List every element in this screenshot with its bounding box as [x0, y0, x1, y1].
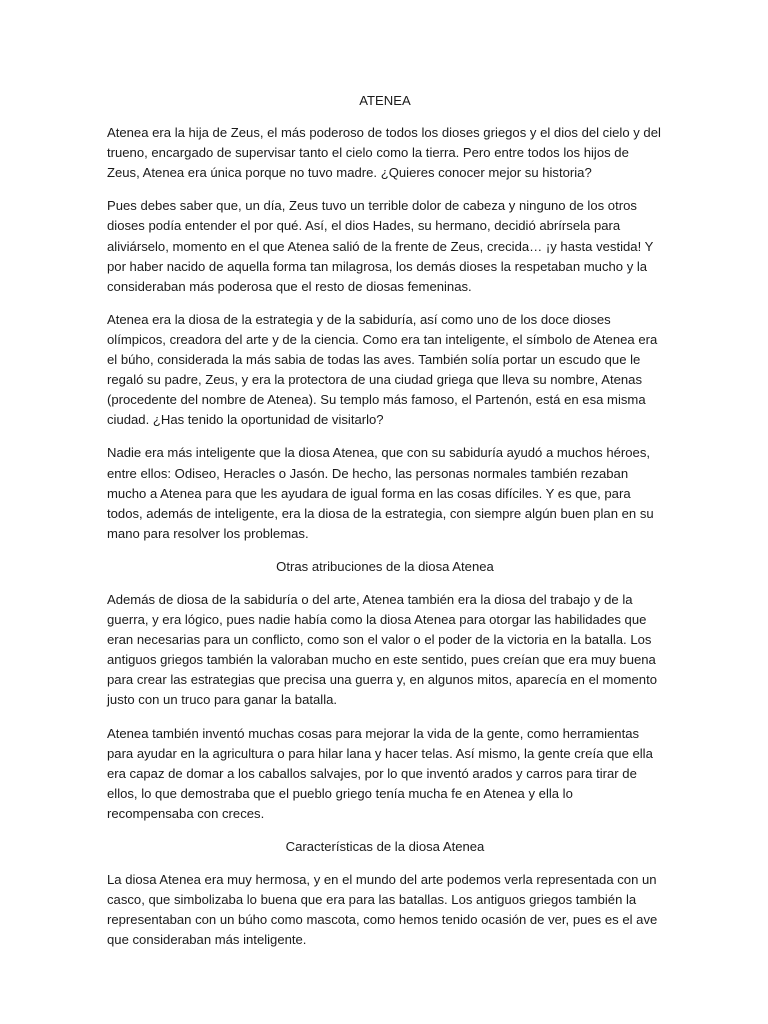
paragraph-war: Además de diosa de la sabiduría o del arte, Atenea también era la diosa del trabajo y de la guerra, y era lógico, pues nadie había como la diosa Atenea para otorgar las habilidades que eran necesarias para un conflicto, como son el valor o el poder de la victoria en la batalla. Los antiguos griegos también la valoraban mucho en este sentido, pues creían que era muy buena para crear las estrategias que precisa una guerra y, en algunos mitos, aparecía en el momento justo con un truco para ganar la batalla.: [107, 591, 658, 708]
paragraph-heroes: Nadie era más inteligente que la diosa Atenea, que con su sabiduría ayudó a muchos héroes, entre ellos: Odiseo, Heracles o Jasón. De hecho, las personas normales también rezaban mucho a Atenea para que les ayudara de igual forma en las cosas difíciles. Y es que, para todos, además de inteligente, era la diosa de la estrategia, con siempre algún buen plan en su mano para resolver los problemas.: [107, 445, 654, 541]
section-heading-characteristics: Características de la diosa Atenea: [285, 839, 485, 854]
paragraph-birth: Pues debes saber que, un día, Zeus tuvo un terrible dolor de cabeza y ninguno de los otros dioses podía entender el por qué. Así, el dios Hades, su hermano, decidió abrírsela para aliviárselo, momento en el que Atenea salió de la frente de Zeus, crecida… ¡y hasta vestida! Y por haber nacido de aquella forma tan milagrosa, los demás dioses la respetaban mucho y la consideraban más poderosa que el resto de diosas femeninas.: [107, 198, 654, 294]
paragraph-appearance: La diosa Atenea era muy hermosa, y en el mundo del arte podemos verla representada con un casco, que simbolizaba lo buena que era para las batallas. Los antiguos griegos también la representaban con un búho como mascota, como hemos tenido ocasión de ver, pues es el ave que consideraban más inteligente.: [107, 872, 658, 948]
section-heading-attributions: Otras atribuciones de la diosa Atenea: [276, 558, 494, 574]
document-body: [107, 91, 663, 963]
document-title: ATENEA: [359, 93, 411, 108]
paragraph-intro: Atenea era la hija de Zeus, el más poderoso de todos los dioses griegos y el dios del cielo y del trueno, encargado de supervisar tanto el cielo como la tierra. Pero entre todos los hijos de Zeus, Atenea era única porque no tuvo madre. ¿Quieres conocer mejor su historia?: [107, 125, 661, 181]
paragraph-wisdom: Atenea era la diosa de la estrategia y de la sabiduría, así como uno de los doce dioses olímpicos, creadora del arte y de la ciencia. Como era tan inteligente, el símbolo de Atenea era el búho, considerada la más sabia de todas las aves. También solía portar un escudo que le regaló su padre, Zeus, y era la protectora de una ciudad griega que lleva su nombre, Atenas (procedente del nombre de Atenea). Su templo más famoso, el Partenón, está en esa misma ciudad. ¿Has tenido la oportunidad de visitarlo?: [107, 311, 658, 428]
paragraph-inventions: Atenea también inventó muchas cosas para mejorar la vida de la gente, como herramientas para ayudar en la agricultura o para hilar lana y hacer telas. Así mismo, la gente creía que ella era capaz de domar a los caballos salvajes, por lo que inventó arados y carros para tirar de ellos, lo que demostraba que el pueblo griego tenía mucha fe en Atenea y ella lo recompensaba con creces.: [107, 725, 653, 821]
